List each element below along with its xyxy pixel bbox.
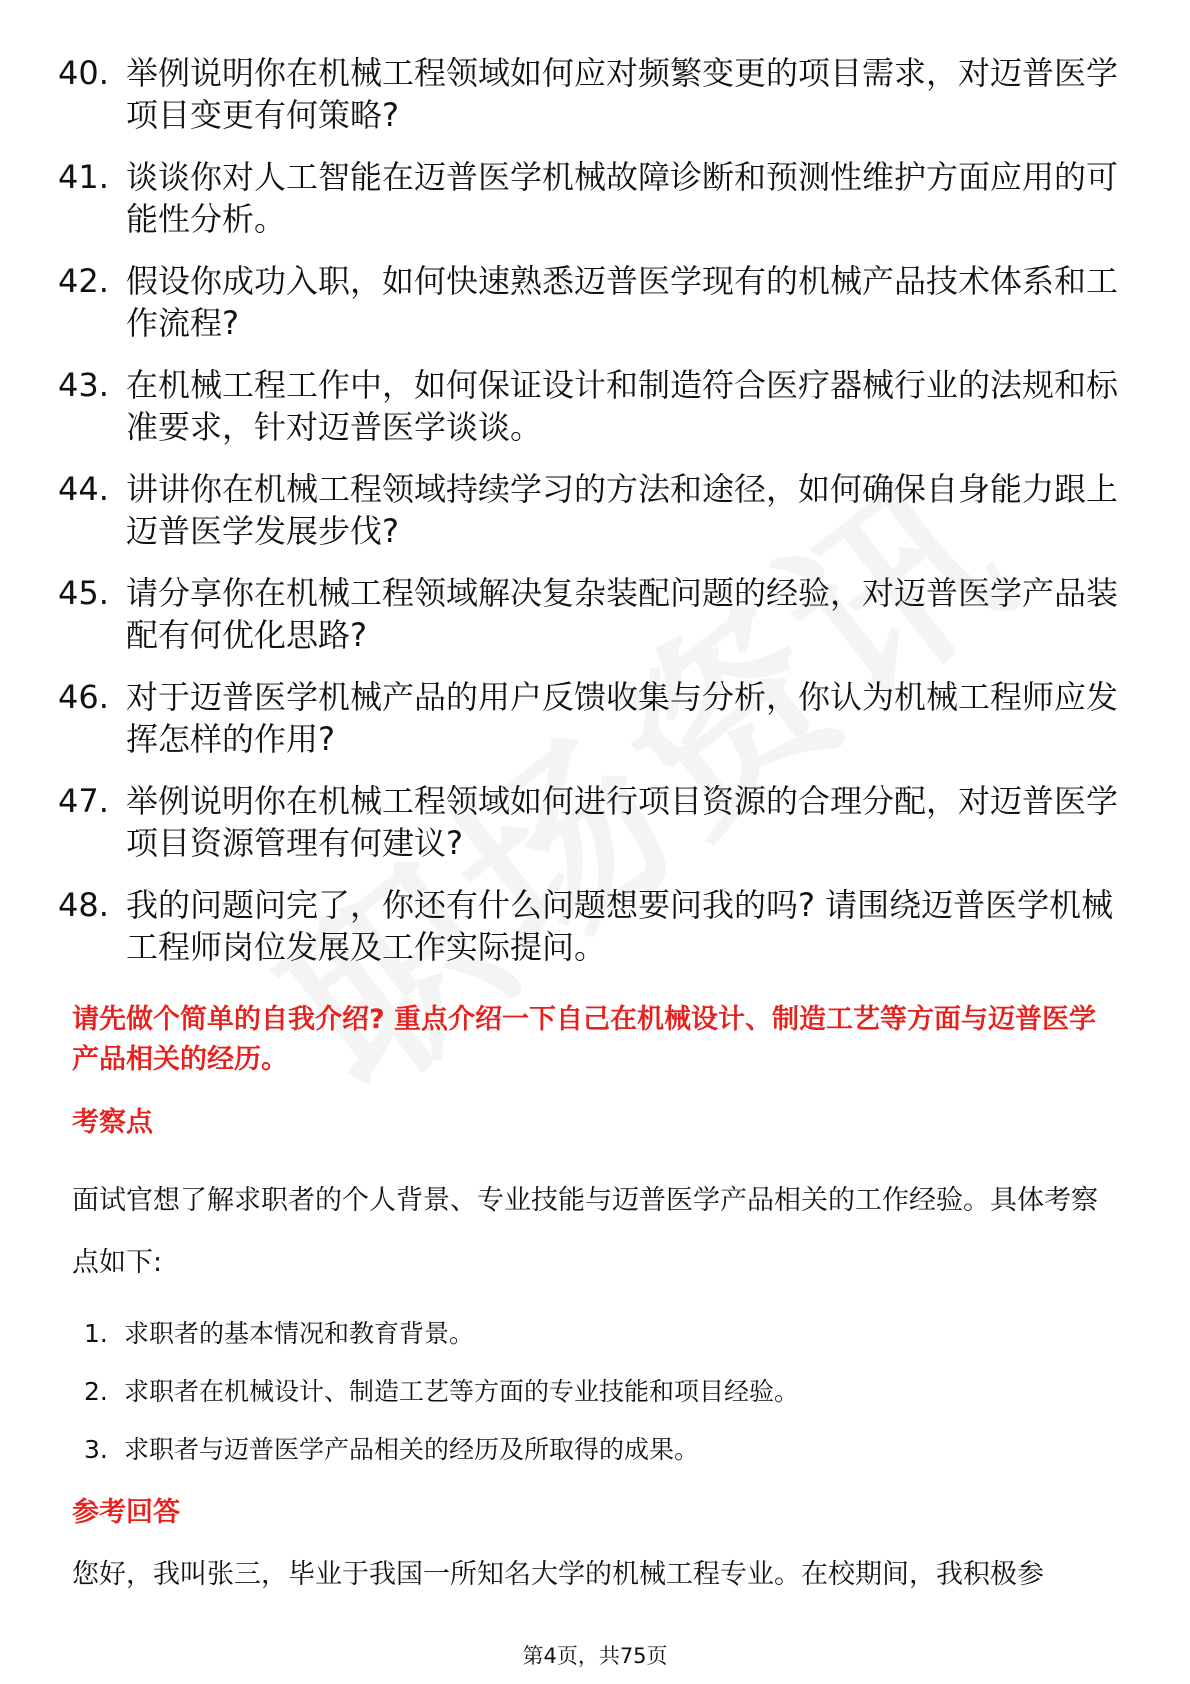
list-item (84, 1375, 1114, 1409)
item-number: 3. (84, 1435, 108, 1464)
focus-list (84, 1317, 1114, 1491)
list-item (58, 572, 1128, 656)
question-number: 45. (58, 574, 109, 612)
list-item (58, 260, 1128, 344)
list-item (58, 676, 1128, 760)
question-text: 假设你成功入职，如何快速熟悉迈普医学现有的机械产品技术体系和工作流程? (126, 262, 1119, 342)
question-number: 44. (58, 470, 109, 508)
list-item (58, 884, 1128, 968)
question-text: 举例说明你在机械工程领域如何进行项目资源的合理分配，对迈普医学项目资源管理有何建议? (126, 782, 1119, 862)
question-text: 请分享你在机械工程领域解决复杂装配问题的经验，对迈普医学产品装配有何优化思路? (126, 574, 1119, 654)
question-text: 对于迈普医学机械产品的用户反馈收集与分析，你认为机械工程师应发挥怎样的作用? (126, 678, 1119, 758)
list-item (58, 364, 1128, 448)
question-number: 41. (58, 158, 109, 196)
question-text: 举例说明你在机械工程领域如何应对频繁变更的项目需求，对迈普医学项目变更有何策略? (126, 54, 1119, 134)
question-text: 谈谈你对人工智能在迈普医学机械故障诊断和预测性维护方面应用的可能性分析。 (126, 158, 1119, 238)
item-text: 求职者与迈普医学产品相关的经历及所取得的成果。 (124, 1435, 700, 1464)
list-item (58, 52, 1128, 136)
question-number: 43. (58, 366, 109, 404)
question-text: 在机械工程工作中，如何保证设计和制造符合医疗器械行业的法规和标准要求，针对迈普医学谈谈。 (126, 366, 1119, 446)
answer-heading: 参考回答 (72, 1497, 180, 1528)
highlight-question: 请先做个简单的自我介绍? 重点介绍一下自己在机械设计、制造工艺等方面与迈普医学产品相关的经历。 (72, 1004, 1097, 1075)
question-text: 我的问题问完了，你还有什么问题想要问我的吗? 请围绕迈普医学机械工程师岗位发展及工作实际提问。 (126, 886, 1114, 966)
item-text: 求职者在机械设计、制造工艺等方面的专业技能和项目经验。 (124, 1377, 800, 1406)
item-text: 求职者的基本情况和教育背景。 (124, 1319, 475, 1348)
question-number: 40. (58, 54, 109, 92)
item-number: 1. (84, 1319, 108, 1348)
page-footer: 第4页，共75页 (522, 1644, 668, 1668)
question-number: 46. (58, 678, 109, 716)
question-list (58, 52, 1128, 988)
focus-intro: 面试官想了解求职者的个人背景、专业技能与迈普医学产品相关的工作经验。具体考察点如下: (72, 1185, 1098, 1278)
question-text: 讲讲你在机械工程领域持续学习的方法和途径，如何确保自身能力跟上迈普医学发展步伐? (126, 470, 1119, 550)
focus-heading: 考察点 (72, 1107, 153, 1138)
list-item (58, 780, 1128, 864)
answer-text: 您好，我叫张三，毕业于我国一所知名大学的机械工程专业。在校期间，我积极参 (72, 1559, 1044, 1590)
list-item (58, 156, 1128, 240)
item-number: 2. (84, 1377, 108, 1406)
question-number: 48. (58, 886, 109, 924)
question-number: 47. (58, 782, 109, 820)
list-item (84, 1317, 1114, 1351)
question-number: 42. (58, 262, 109, 300)
list-item (58, 468, 1128, 552)
list-item (84, 1433, 1114, 1467)
